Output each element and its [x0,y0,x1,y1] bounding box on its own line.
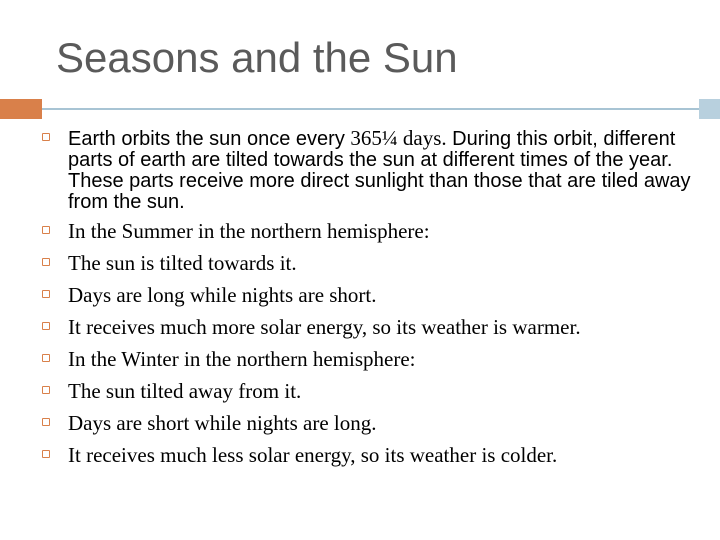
bullet-item [42,413,702,434]
bullet-item [42,253,702,274]
title-accent-bar [0,99,42,119]
bullet-item [42,285,702,306]
hollow-square-icon [42,290,50,298]
bullet-text-part: Earth orbits the sun once every [68,128,351,150]
bullet-text-part: 365¼ days. [350,126,447,150]
hollow-square-icon [42,418,50,426]
bullet-item [42,445,702,466]
bullet-text: The sun is tilted towards it. [68,251,297,275]
bullet-item [42,221,702,242]
slide-title: Seasons and the Sun [56,34,458,81]
bullet-text: In the Summer in the northern hemisphere: [68,219,430,243]
hollow-square-icon [42,322,50,330]
bullet-text: In the Winter in the northern hemisphere: [68,347,416,371]
bullet-item [42,128,702,213]
bullet-text: It receives much more solar energy, so its weather is warmer. [68,315,581,339]
hollow-square-icon [42,226,50,234]
bullet-item [42,349,702,370]
bullet-text: Days are short while nights are long. [68,411,377,435]
hollow-square-icon [42,354,50,362]
hollow-square-icon [42,258,50,266]
hollow-square-icon [42,386,50,394]
title-divider-line [42,108,699,110]
bullet-text: The sun tilted away from it. [68,379,302,403]
title-accent-box [699,99,720,119]
bullet-item [42,317,702,338]
hollow-square-icon [42,450,50,458]
bullet-text: Days are long while nights are short. [68,283,377,307]
bullet-item [42,381,702,402]
bullet-list [42,128,702,477]
bullet-text: It receives much less solar energy, so its weather is colder. [68,443,558,467]
hollow-square-icon [42,133,50,141]
bullet-text-part: During this orbit, different parts of earth are tilted towards the sun at different times of the year. These parts receive more direct sunlight than those that are tiled away from the sun. [68,128,691,213]
